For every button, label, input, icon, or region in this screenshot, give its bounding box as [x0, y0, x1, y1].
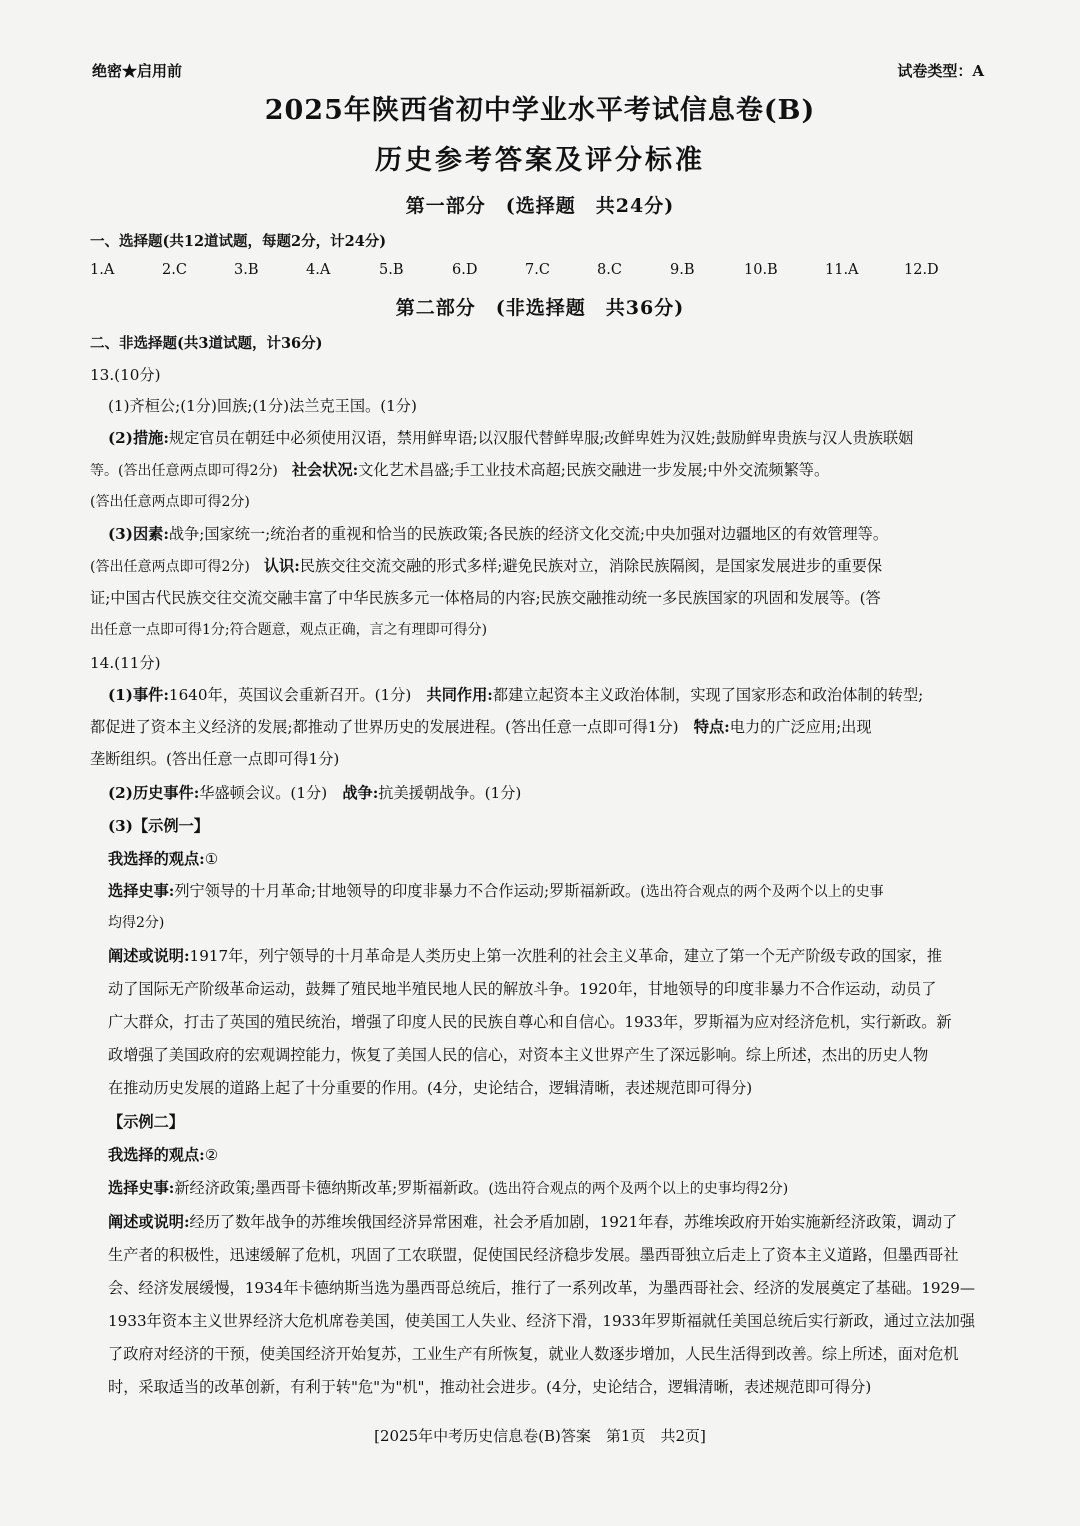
q14-example1-desc-line2: 动了国际无产阶级革命运动，鼓舞了殖民地半殖民地人民的解放斗争。1920年，甘地领导的印度非暴力不合作运动，动员了 — [108, 980, 937, 998]
q14-example2-desc-line1: 阐述或说明:经历了数年战争的苏维埃俄国经济异常困难，社会矛盾加剧，1921年春，苏维埃政府开始实施新经济政策，调动了 — [108, 1213, 958, 1231]
q14-example1-heading: (3)【示例一】 — [108, 817, 209, 835]
q14-example1-desc-line3: 广大群众，打击了英国的殖民统治，增强了印度人民的民族自尊心和自信心。1933年，罗斯福为应对经济危机，实行新政。新 — [108, 1013, 952, 1031]
q13-part1: (1)齐桓公;(1分)回族;(1分)法兰克王国。(1分) — [108, 397, 417, 415]
q14-war-label: 战争: — [342, 784, 379, 802]
q14-example2-desc-line4: 1933年资本主义世界经济大危机席卷美国，使美国工人失业、经济下滑，1933年罗斯福就任美国总统后实行新政，通过立法加强 — [108, 1312, 976, 1330]
q14-example2-desc-line5: 了政府对经济的干预，使美国经济开始复苏，工业生产有所恢复，就业人数逐步增加，人民生活得到改善。综上所述，面对危机 — [108, 1345, 959, 1363]
q14-event-label: (1)事件: — [108, 686, 169, 704]
q13-understanding-label: 认识: — [263, 557, 300, 575]
answer-9: 9.B — [670, 262, 695, 278]
q14-example1-view: 我选择的观点:① — [108, 850, 219, 868]
paper-type-label: 试卷类型：A — [897, 62, 984, 80]
answer-4: 4.A — [306, 262, 331, 278]
q14-example1-desc-line1: 阐述或说明:1917年，列宁领导的十月革命是人类历史上第一次胜利的社会主义革命，建立了第一个无产阶级专政的国家，推 — [108, 947, 943, 965]
q13-part3-line2: (答出任意两点即可得2分) 认识:民族交往交流交融的形式多样;避免民族对立，消除民族隔阂，是国家发展进步的重要保 — [90, 557, 883, 575]
q13-part3-line3: 证;中国古代民族交往交流交融丰富了中华民族多元一体格局的内容;民族交融推动统一多民族国家的巩固和发展等。(答 — [90, 589, 881, 607]
q13-part3-line4: 出任意一点即可得1分;符合题意，观点正确，言之有理即可得分) — [90, 622, 488, 638]
page-footer: [2025年中考历史信息卷(B)答案 第1页 共2页] — [374, 1427, 706, 1445]
q13-part2-line3: (答出任意两点即可得2分) — [90, 494, 250, 510]
q14-example1-desc-line5: 在推动历史发展的道路上起了十分重要的作用。(4分，史论结合，逻辑清晰，表述规范即可得分) — [108, 1079, 753, 1097]
q13-part2-line2: 等。(答出任意两点即可得2分) 社会状况:文化艺术昌盛;手工业技术高超;民族交融进一步发展;中外交流频繁等。 — [90, 461, 830, 479]
q14-example1-desc-line4: 政增强了美国政府的宏观调控能力，恢复了美国人民的信心，对资本主义世界产生了深远影响。综上所述，杰出的历史人物 — [108, 1046, 929, 1064]
answer-6: 6.D — [452, 262, 478, 278]
q14-part2: (2)历史事件:华盛顿会议。(1分) 战争:抗美援朝战争。(1分) — [108, 784, 522, 802]
answer-3: 3.B — [234, 262, 259, 278]
answer-12: 12.D — [904, 262, 939, 278]
q14-example2-desc-line2: 生产者的积极性，迅速缓解了危机，巩固了工农联盟，促使国民经济稳步发展。墨西哥独立后走上了资本主义道路，但墨西哥社 — [108, 1246, 959, 1264]
answer-8: 8.C — [597, 262, 622, 278]
q14-part1-line3: 垄断组织。(答出任意一点即可得1分) — [90, 750, 340, 768]
q14-feature-label: 特点: — [693, 718, 730, 736]
part1-section-title: 一、选择题(共12道试题，每题2分，计24分) — [90, 233, 387, 250]
part2-heading: 第二部分 (非选择题 共36分) — [395, 297, 685, 319]
q14-history-event-label: (2)历史事件: — [108, 784, 200, 802]
q13-measures-label: (2)措施: — [108, 429, 169, 447]
answer-11: 11.A — [825, 262, 859, 278]
q14-example2-desc-line3: 会、经济发展缓慢，1934年卡德纳斯当选为墨西哥总统后，推行了一系列改革，为墨西哥社会、经济的发展奠定了基础。1929— — [108, 1279, 976, 1297]
q14-example2-desc-line6: 时，采取适当的改革创新，有利于转"危"为"机"，推动社会进步。(4分，史论结合，逻辑清晰，表述规范即可得分) — [108, 1378, 872, 1396]
q14-example1-facts: 选择史事:列宁领导的十月革命;甘地领导的印度非暴力不合作运动;罗斯福新政。(选出符合观点的两个及两个以上的史事 — [108, 882, 884, 900]
q13-heading: 13.(10分) — [90, 366, 161, 384]
q14-part1-line1: (1)事件:1640年，英国议会重新召开。(1分) 共同作用:都建立起资本主义政治体制，实现了国家形态和政治体制的转型; — [108, 686, 924, 704]
q14-common-effect-label: 共同作用: — [426, 686, 493, 704]
document-title: 2025年陕西省初中学业水平考试信息卷(B) — [264, 95, 816, 126]
q13-part2-line1: (2)措施:规定官员在朝廷中必须使用汉语，禁用鲜卑语;以汉服代替鲜卑服;改鲜卑姓为汉姓;鼓励鲜卑贵族与汉人贵族联姻 — [108, 429, 914, 447]
q14-example2-heading: 【示例二】 — [108, 1113, 184, 1131]
answer-7: 7.C — [525, 262, 550, 278]
confidential-label: 绝密★启用前 — [92, 62, 183, 80]
part1-heading: 第一部分 (选择题 共24分) — [405, 195, 675, 217]
answer-1: 1.A — [90, 262, 115, 278]
q14-heading: 14.(11分) — [90, 654, 161, 672]
q13-society-label: 社会状况: — [291, 461, 359, 479]
q13-factors-label: (3)因素: — [108, 525, 169, 543]
q14-example2-view: 我选择的观点:② — [108, 1146, 219, 1164]
q13-part3-line1: (3)因素:战争;国家统一;统治者的重视和恰当的民族政策;各民族的经济文化交流;中央加强对边疆地区的有效管理等。 — [108, 525, 889, 543]
q14-example1-facts-note: 均得2分) — [108, 915, 165, 931]
q14-example2-facts: 选择史事:新经济政策;墨西哥卡德纳斯改革;罗斯福新政。(选出符合观点的两个及两个以上的史事均得2分) — [108, 1179, 789, 1197]
answer-5: 5.B — [379, 262, 404, 278]
q14-part1-line2: 都促进了资本主义经济的发展;都推动了世界历史的发展进程。(答出任意一点即可得1分) 特点:电力的广泛应用;出现 — [90, 718, 872, 736]
part2-section-title: 二、非选择题(共3道试题，计36分) — [90, 335, 323, 352]
document-subtitle: 历史参考答案及评分标准 — [375, 145, 705, 176]
answer-10: 10.B — [744, 262, 778, 278]
answer-2: 2.C — [162, 262, 187, 278]
